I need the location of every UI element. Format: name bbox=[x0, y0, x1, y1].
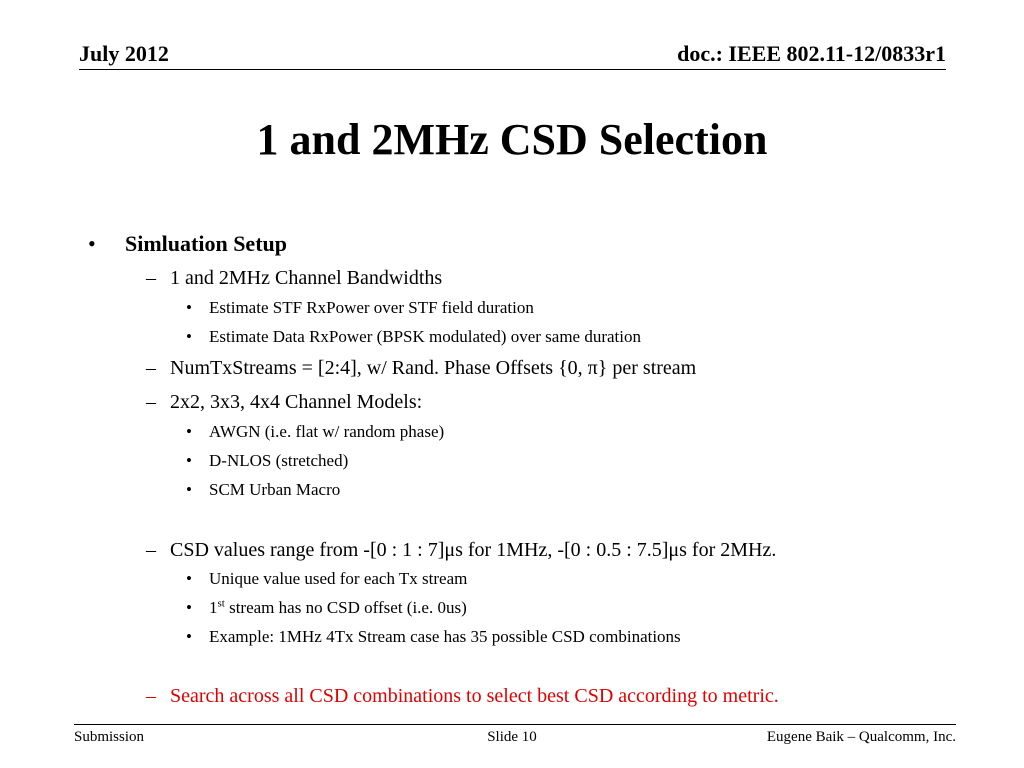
first-stream-text: stream has no CSD offset (i.e. 0us) bbox=[224, 598, 467, 617]
header-doc-id: doc.: IEEE 802.11-12/0833r1 bbox=[677, 41, 946, 66]
bullet-marker: • bbox=[186, 327, 192, 346]
bullet-marker: • bbox=[186, 298, 192, 317]
bullet-marker: • bbox=[186, 598, 192, 617]
bullet-marker: • bbox=[186, 422, 192, 441]
dash-marker: – bbox=[146, 357, 156, 379]
bullet-marker: • bbox=[186, 451, 192, 470]
header-divider bbox=[79, 69, 946, 70]
bullet-marker: • bbox=[186, 480, 192, 499]
footer-author: Eugene Baik – Qualcomm, Inc. bbox=[766, 729, 956, 745]
slide-title: 1 and 2MHz CSD Selection bbox=[256, 115, 768, 164]
dash-marker: – bbox=[146, 267, 156, 289]
bullet-unique-value: Unique value used for each Tx stream bbox=[209, 569, 468, 588]
bullet-marker: • bbox=[186, 569, 192, 588]
footer-slide-number: Slide 10 bbox=[487, 729, 537, 745]
first-stream-number: 1 bbox=[209, 598, 218, 617]
bullet-search-csd: Search across all CSD combinations to select best CSD according to metric. bbox=[170, 685, 779, 707]
footer-divider bbox=[74, 724, 956, 725]
bullet-scm-urban-macro: SCM Urban Macro bbox=[209, 480, 341, 499]
dash-marker: – bbox=[146, 391, 156, 413]
bullet-example: Example: 1MHz 4Tx Stream case has 35 possible CSD combinations bbox=[209, 627, 681, 646]
bullet-channel-bandwidths: 1 and 2MHz Channel Bandwidths bbox=[170, 267, 443, 289]
bullet-csd-values-range: CSD values range from -[0 : 1 : 7]μs for 1MHz, -[0 : 0.5 : 7.5]μs for 2MHz. bbox=[170, 539, 777, 561]
bullet-first-stream bbox=[209, 597, 467, 619]
bullet-dnlos: D-NLOS (stretched) bbox=[209, 451, 349, 470]
bullet-marker: • bbox=[186, 627, 192, 646]
dash-marker: – bbox=[146, 685, 156, 707]
bullet-marker: • bbox=[88, 231, 96, 256]
bullet-simulation-setup: Simluation Setup bbox=[125, 231, 287, 256]
bullet-channel-models: 2x2, 3x3, 4x4 Channel Models: bbox=[170, 391, 423, 413]
bullet-awgn: AWGN (i.e. flat w/ random phase) bbox=[209, 422, 445, 441]
dash-marker: – bbox=[146, 539, 156, 561]
footer-submission: Submission bbox=[74, 729, 145, 745]
bullet-data-rxpower: Estimate Data RxPower (BPSK modulated) over same duration bbox=[209, 327, 641, 346]
first-stream-ordinal: st bbox=[217, 597, 225, 610]
bullet-numtxstreams: NumTxStreams = [2:4], w/ Rand. Phase Offsets {0, π} per stream bbox=[170, 357, 697, 379]
bullet-stf-rxpower: Estimate STF RxPower over STF field duration bbox=[209, 298, 534, 317]
header-date: July 2012 bbox=[79, 41, 169, 66]
